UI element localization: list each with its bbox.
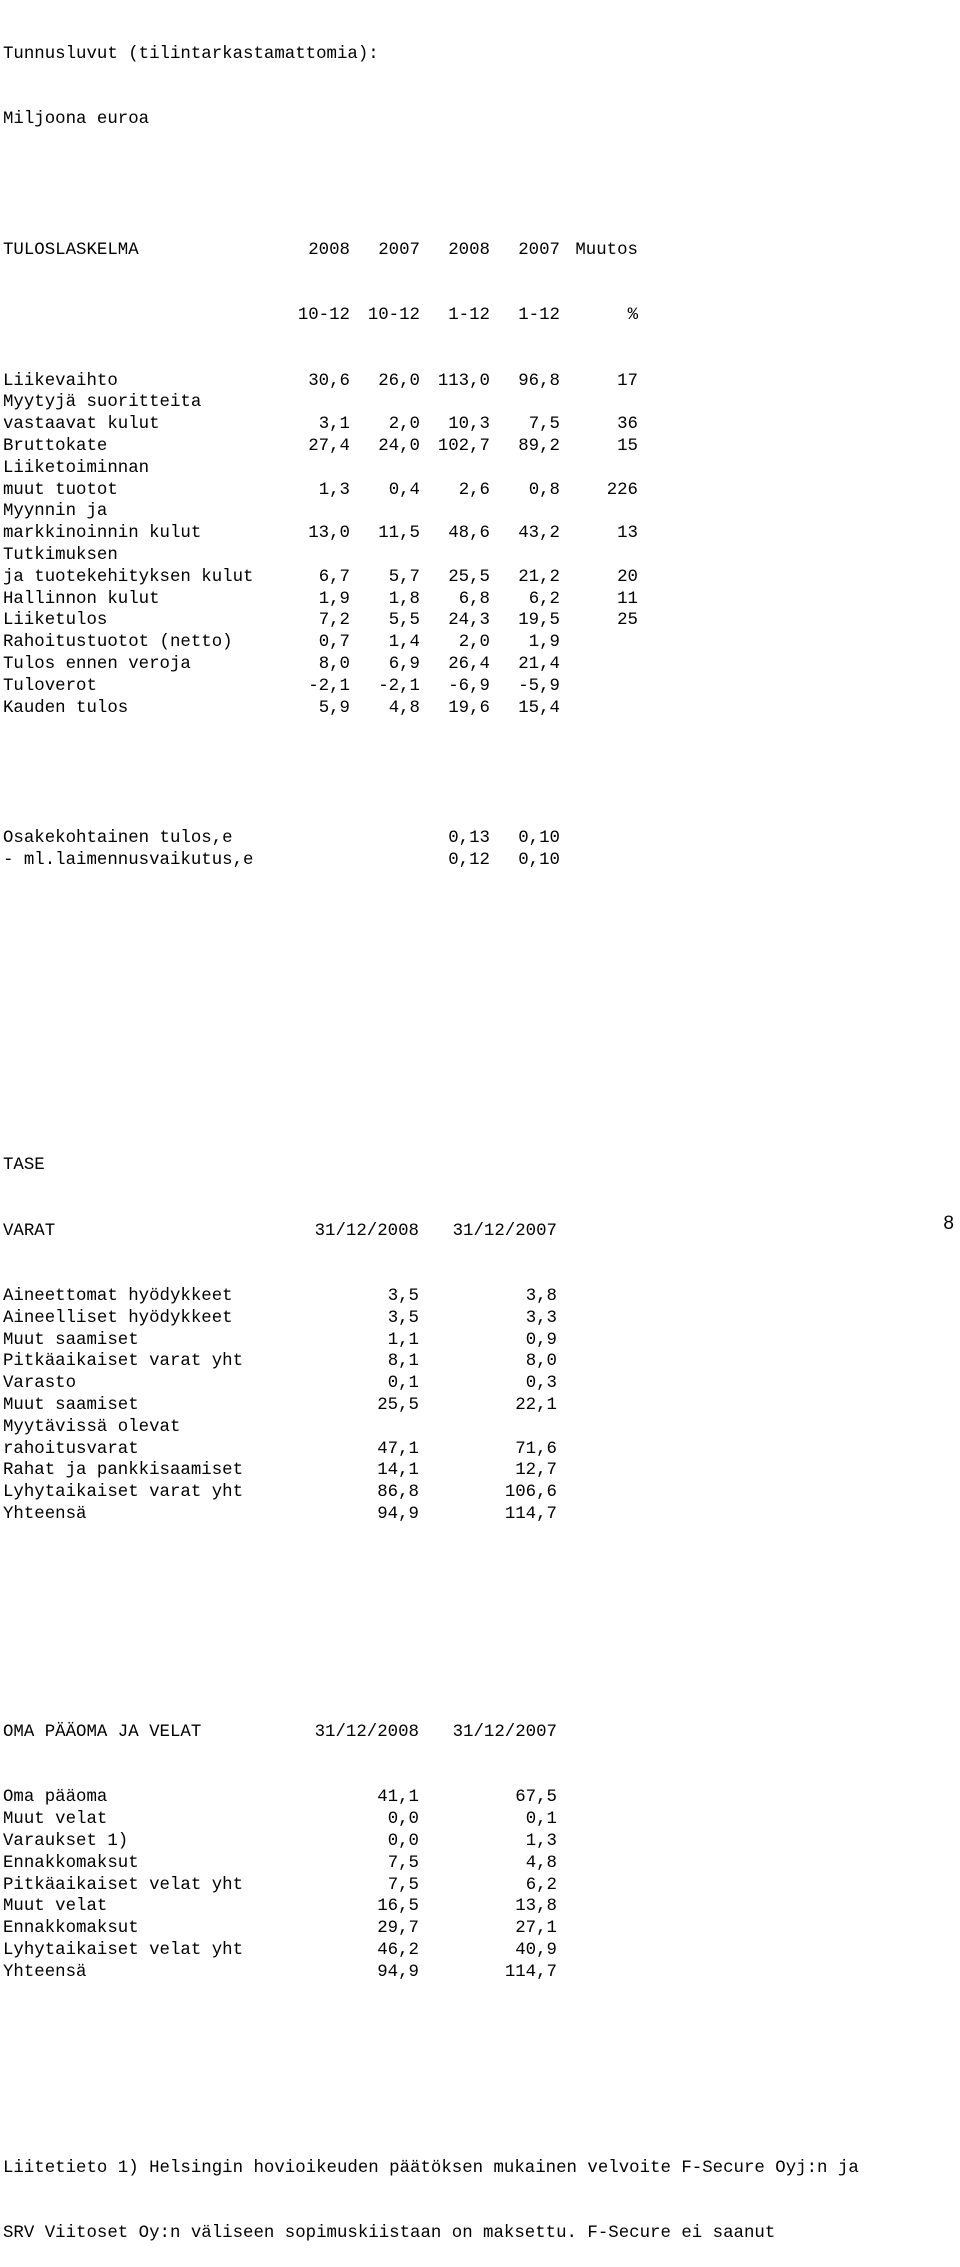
cell-value: 3,5 [387,1308,419,1328]
table-row [3,589,859,611]
cell-value: 40,9 [515,1940,557,1960]
income-statement [3,196,859,915]
table-row [3,698,859,720]
row-label: Aineettomat hyödykkeet [3,1287,233,1307]
table-row [3,1918,859,1940]
cell-value: 5,7 [388,567,420,587]
cell-value: 24,3 [448,611,490,631]
table-row [3,1787,859,1809]
table-row [3,436,859,458]
cell-value: 16,5 [377,1897,419,1917]
row-label: vastaavat kulut [3,415,160,435]
cell-value: 8,0 [318,654,350,674]
table-row [3,610,859,632]
table-row [3,1286,859,1308]
table-row [3,1504,859,1526]
table-row [3,545,859,567]
cell-value [490,458,560,480]
row-label: Oma pääoma [3,1788,108,1808]
row-label: Muut saamiset [3,1330,139,1350]
date-col: 31/12/2008 [314,1722,419,1742]
cell-value [560,392,638,414]
balance-sheet [3,1112,859,2027]
cell-value [490,392,560,414]
col-year: 2008 [448,240,490,260]
table-row [3,392,859,414]
table-row [3,1460,859,1482]
row-label: Muut velat [3,1897,108,1917]
col-pct: % [627,306,638,326]
assets-header-row [3,1221,859,1243]
cell-value [420,545,490,567]
document-page [3,0,859,2267]
table-row [3,1831,859,1853]
cell-value: 0,9 [525,1330,557,1350]
table-row [3,632,859,654]
col-period: 1-12 [518,306,560,326]
col-period: 10-12 [297,306,350,326]
cell-value [350,545,420,567]
cell-value: 6,2 [528,589,560,609]
cell-value: 0,12 [448,851,490,871]
cell-value: 3,5 [387,1287,419,1307]
footnote-line: SRV Viitoset Oy:n väliseen sopimuskiistaan on maksettu. F-Secure ei saanut [3,2224,776,2244]
cell-value [560,654,638,676]
cell-value [350,501,420,523]
cell-value [350,458,420,480]
cell-value [289,1417,419,1439]
cell-value: 48,6 [448,524,490,544]
income-title: TULOSLASKELMA [3,240,139,260]
row-label: Muut velat [3,1810,108,1830]
cell-value: -2,1 [378,676,420,696]
cell-value: 25 [617,611,638,631]
cell-value: 6,2 [525,1875,557,1895]
cell-value: 24,0 [378,436,420,456]
cell-value: 20 [617,567,638,587]
cell-value: 67,5 [515,1788,557,1808]
cell-value: 3,1 [318,415,350,435]
cell-value: 0,4 [388,480,420,500]
cell-value [350,850,420,872]
cell-value [560,501,638,523]
equity-header-label: OMA PÄÄOMA JA VELAT [3,1722,202,1742]
cell-value: -5,9 [518,676,560,696]
cell-value [560,850,638,872]
row-label: Yhteensä [3,1962,87,1982]
cell-value: 4,8 [525,1853,557,1873]
table-row [3,458,859,480]
cell-value: 11 [617,589,638,609]
cell-value: 12,7 [515,1461,557,1481]
row-label: Kauden tulos [3,698,129,718]
cell-value: 1,4 [388,633,420,653]
row-label: Tuloverot [3,676,97,696]
cell-value: 43,2 [518,524,560,544]
cell-value: 19,5 [518,611,560,631]
cell-value: 17 [617,371,638,391]
cell-value [560,545,638,567]
asset-rows [3,1286,859,1526]
cell-value: 3,3 [525,1308,557,1328]
table-row [3,828,859,850]
cell-value: 102,7 [437,436,490,456]
row-label: Pitkäaikaiset varat yht [3,1352,244,1372]
report-title: Tunnusluvut (tilintarkastamattomia): [3,44,379,64]
cell-value: -6,9 [448,676,490,696]
cell-value: 113,0 [437,371,490,391]
cell-value: 13,0 [308,524,350,544]
cell-value [490,501,560,523]
cell-value: 41,1 [377,1788,419,1808]
row-label: Liiketulos [3,611,108,631]
table-row [3,1351,859,1373]
income-header-row [3,240,859,262]
row-label: Myytävissä olevat [3,1417,181,1437]
cell-value: 0,3 [525,1374,557,1394]
cell-value: 19,6 [448,698,490,718]
income-rows [3,371,859,720]
cell-value: 5,9 [318,698,350,718]
table-row [3,1417,859,1439]
cell-value: 0,1 [525,1810,557,1830]
cell-value: 1,9 [318,589,350,609]
cell-value: 0,7 [318,633,350,653]
cell-value: 27,1 [515,1919,557,1939]
cell-value [268,458,350,480]
table-row [3,1308,859,1330]
page-number: 8 [943,1213,954,1234]
cell-value: 114,7 [504,1962,557,1982]
cell-value [490,545,560,567]
cell-value: 114,7 [504,1504,557,1524]
row-label: muut tuotot [3,480,118,500]
cell-value: 8,1 [387,1352,419,1372]
row-label: Osakekohtainen tulos,e [3,829,233,849]
table-row [3,850,859,872]
row-label: Varaukset 1) [3,1831,129,1851]
cell-value [350,392,420,414]
row-label: Aineelliset hyödykkeet [3,1308,233,1328]
income-period-row [3,305,859,327]
cell-value: 26,0 [378,371,420,391]
cell-value [268,392,350,414]
table-row [3,1853,859,1875]
row-label: markkinoinnin kulut [3,524,202,544]
cell-value: 0,10 [518,829,560,849]
col-change: Muutos [575,240,638,260]
cell-value [560,828,638,850]
table-row [3,1896,859,1918]
cell-value: 47,1 [377,1439,419,1459]
cell-value: 15,4 [518,698,560,718]
cell-value [420,392,490,414]
cell-value: 94,9 [377,1962,419,1982]
row-label: Hallinnon kulut [3,589,160,609]
cell-value [560,676,638,698]
table-row [3,501,859,523]
row-label: Liiketoiminnan [3,458,150,478]
row-label: Tulos ennen veroja [3,654,191,674]
cell-value: 21,4 [518,654,560,674]
cell-value: 86,8 [377,1483,419,1503]
cell-value: 26,4 [448,654,490,674]
row-label: Rahat ja pankkisaamiset [3,1461,244,1481]
cell-value: 4,8 [388,698,420,718]
col-period: 1-12 [448,306,490,326]
cell-value: 25,5 [377,1396,419,1415]
cell-value: 13 [617,524,638,544]
cell-value: 1,3 [318,480,350,500]
date-col: 31/12/2007 [452,1722,557,1742]
cell-value: 89,2 [518,436,560,456]
cell-value: 30,6 [308,371,350,391]
cell-value: 1,8 [388,589,420,609]
equity-rows [3,1787,859,1983]
balance-title: TASE [3,1156,45,1176]
date-col: 31/12/2007 [452,1221,557,1241]
cell-value: 0,0 [387,1810,419,1830]
cell-value: 6,9 [388,654,420,674]
col-period: 10-12 [367,306,420,326]
cell-value [268,501,350,523]
unit-label: Miljoona euroa [3,109,150,129]
table-row [3,480,859,502]
eps-rows [3,828,859,872]
row-label: rahoitusvarat [3,1439,139,1459]
table-row [3,1439,859,1461]
cell-value: 0,1 [387,1374,419,1394]
cell-value: 94,9 [377,1504,419,1524]
cell-value: 7,5 [528,415,560,435]
cell-value [268,850,350,872]
col-year: 2007 [378,240,420,260]
table-row [3,654,859,676]
cell-value [419,1417,557,1439]
cell-value: 10,3 [448,415,490,435]
table-row [3,1875,859,1897]
cell-value: 27,4 [308,436,350,456]
cell-value: 8,0 [525,1352,557,1372]
table-row [3,523,859,545]
cell-value: 13,8 [515,1897,557,1917]
footnote-line: Liitetieto 1) Helsingin hovioikeuden päätöksen mukainen velvoite F-Secure Oyj:n ja [3,2158,859,2178]
row-label: Myytyjä suoritteita [3,393,202,413]
cell-value: 7,2 [318,611,350,631]
row-label: - ml.laimennusvaikutus,e [3,851,254,871]
cell-value: 106,6 [504,1483,557,1503]
cell-value: 11,5 [378,524,420,544]
cell-value: 96,8 [518,371,560,391]
table-row [3,1482,859,1504]
cell-value: 0,0 [387,1831,419,1851]
col-year: 2008 [308,240,350,260]
cell-value: 226 [606,480,638,500]
row-label: Muut saamiset [3,1396,139,1415]
assets-header-label: VARAT [3,1221,56,1241]
table-row [3,371,859,393]
table-row [3,1373,859,1395]
cell-value [560,632,638,654]
table-row [3,1330,859,1352]
cell-value [560,458,638,480]
cell-value: 21,2 [518,567,560,587]
cell-value: 36 [617,415,638,435]
cell-value: 46,2 [377,1940,419,1960]
row-label: Bruttokate [3,436,108,456]
row-label: Pitkäaikaiset velat yht [3,1875,244,1895]
table-row [3,1962,859,1984]
row-label: Lyhytaikaiset varat yht [3,1483,244,1503]
cell-value: 5,5 [388,611,420,631]
cell-value: 2,0 [458,633,490,653]
cell-value: 14,1 [377,1461,419,1481]
row-label: Yhteensä [3,1504,87,1524]
cell-value [268,545,350,567]
cell-value: 22,1 [515,1396,557,1415]
cell-value: 6,8 [458,589,490,609]
cell-value [268,828,350,850]
cell-value [350,828,420,850]
row-label: Tutkimuksen [3,545,118,565]
row-label: Ennakkomaksut [3,1919,139,1939]
cell-value [420,501,490,523]
date-col: 31/12/2008 [314,1221,419,1241]
table-row [3,1809,859,1831]
row-label: Liikevaihto [3,371,118,391]
row-label: Rahoitustuotot (netto) [3,633,233,653]
row-label: Varasto [3,1374,77,1394]
row-label: Ennakkomaksut [3,1853,139,1873]
row-label: Lyhytaikaiset velat yht [3,1940,244,1960]
table-row [3,414,859,436]
cell-value: 25,5 [448,567,490,587]
cell-value: 2,6 [458,480,490,500]
cell-value: 0,13 [448,829,490,849]
table-row [3,676,859,698]
row-label: Myynnin ja [3,502,108,522]
cell-value: 1,9 [528,633,560,653]
equity-header-row [3,1722,859,1744]
cell-value: 71,6 [515,1439,557,1459]
cell-value: 6,7 [318,567,350,587]
table-row [3,567,859,589]
cell-value: 15 [617,436,638,456]
cell-value: 7,5 [387,1853,419,1873]
cell-value: 1,1 [387,1330,419,1350]
cell-value: 3,8 [525,1287,557,1307]
cell-value: 1,3 [525,1831,557,1851]
cell-value: 0,10 [518,851,560,871]
cell-value: 7,5 [387,1875,419,1895]
table-row [3,1395,859,1417]
cell-value: -2,1 [308,676,350,696]
col-year: 2007 [518,240,560,260]
cell-value: 2,0 [388,415,420,435]
cell-value: 0,8 [528,480,560,500]
table-row [3,1940,859,1962]
cell-value [420,458,490,480]
cell-value [560,698,638,720]
cell-value: 29,7 [377,1919,419,1939]
row-label: ja tuotekehityksen kulut [3,567,254,587]
